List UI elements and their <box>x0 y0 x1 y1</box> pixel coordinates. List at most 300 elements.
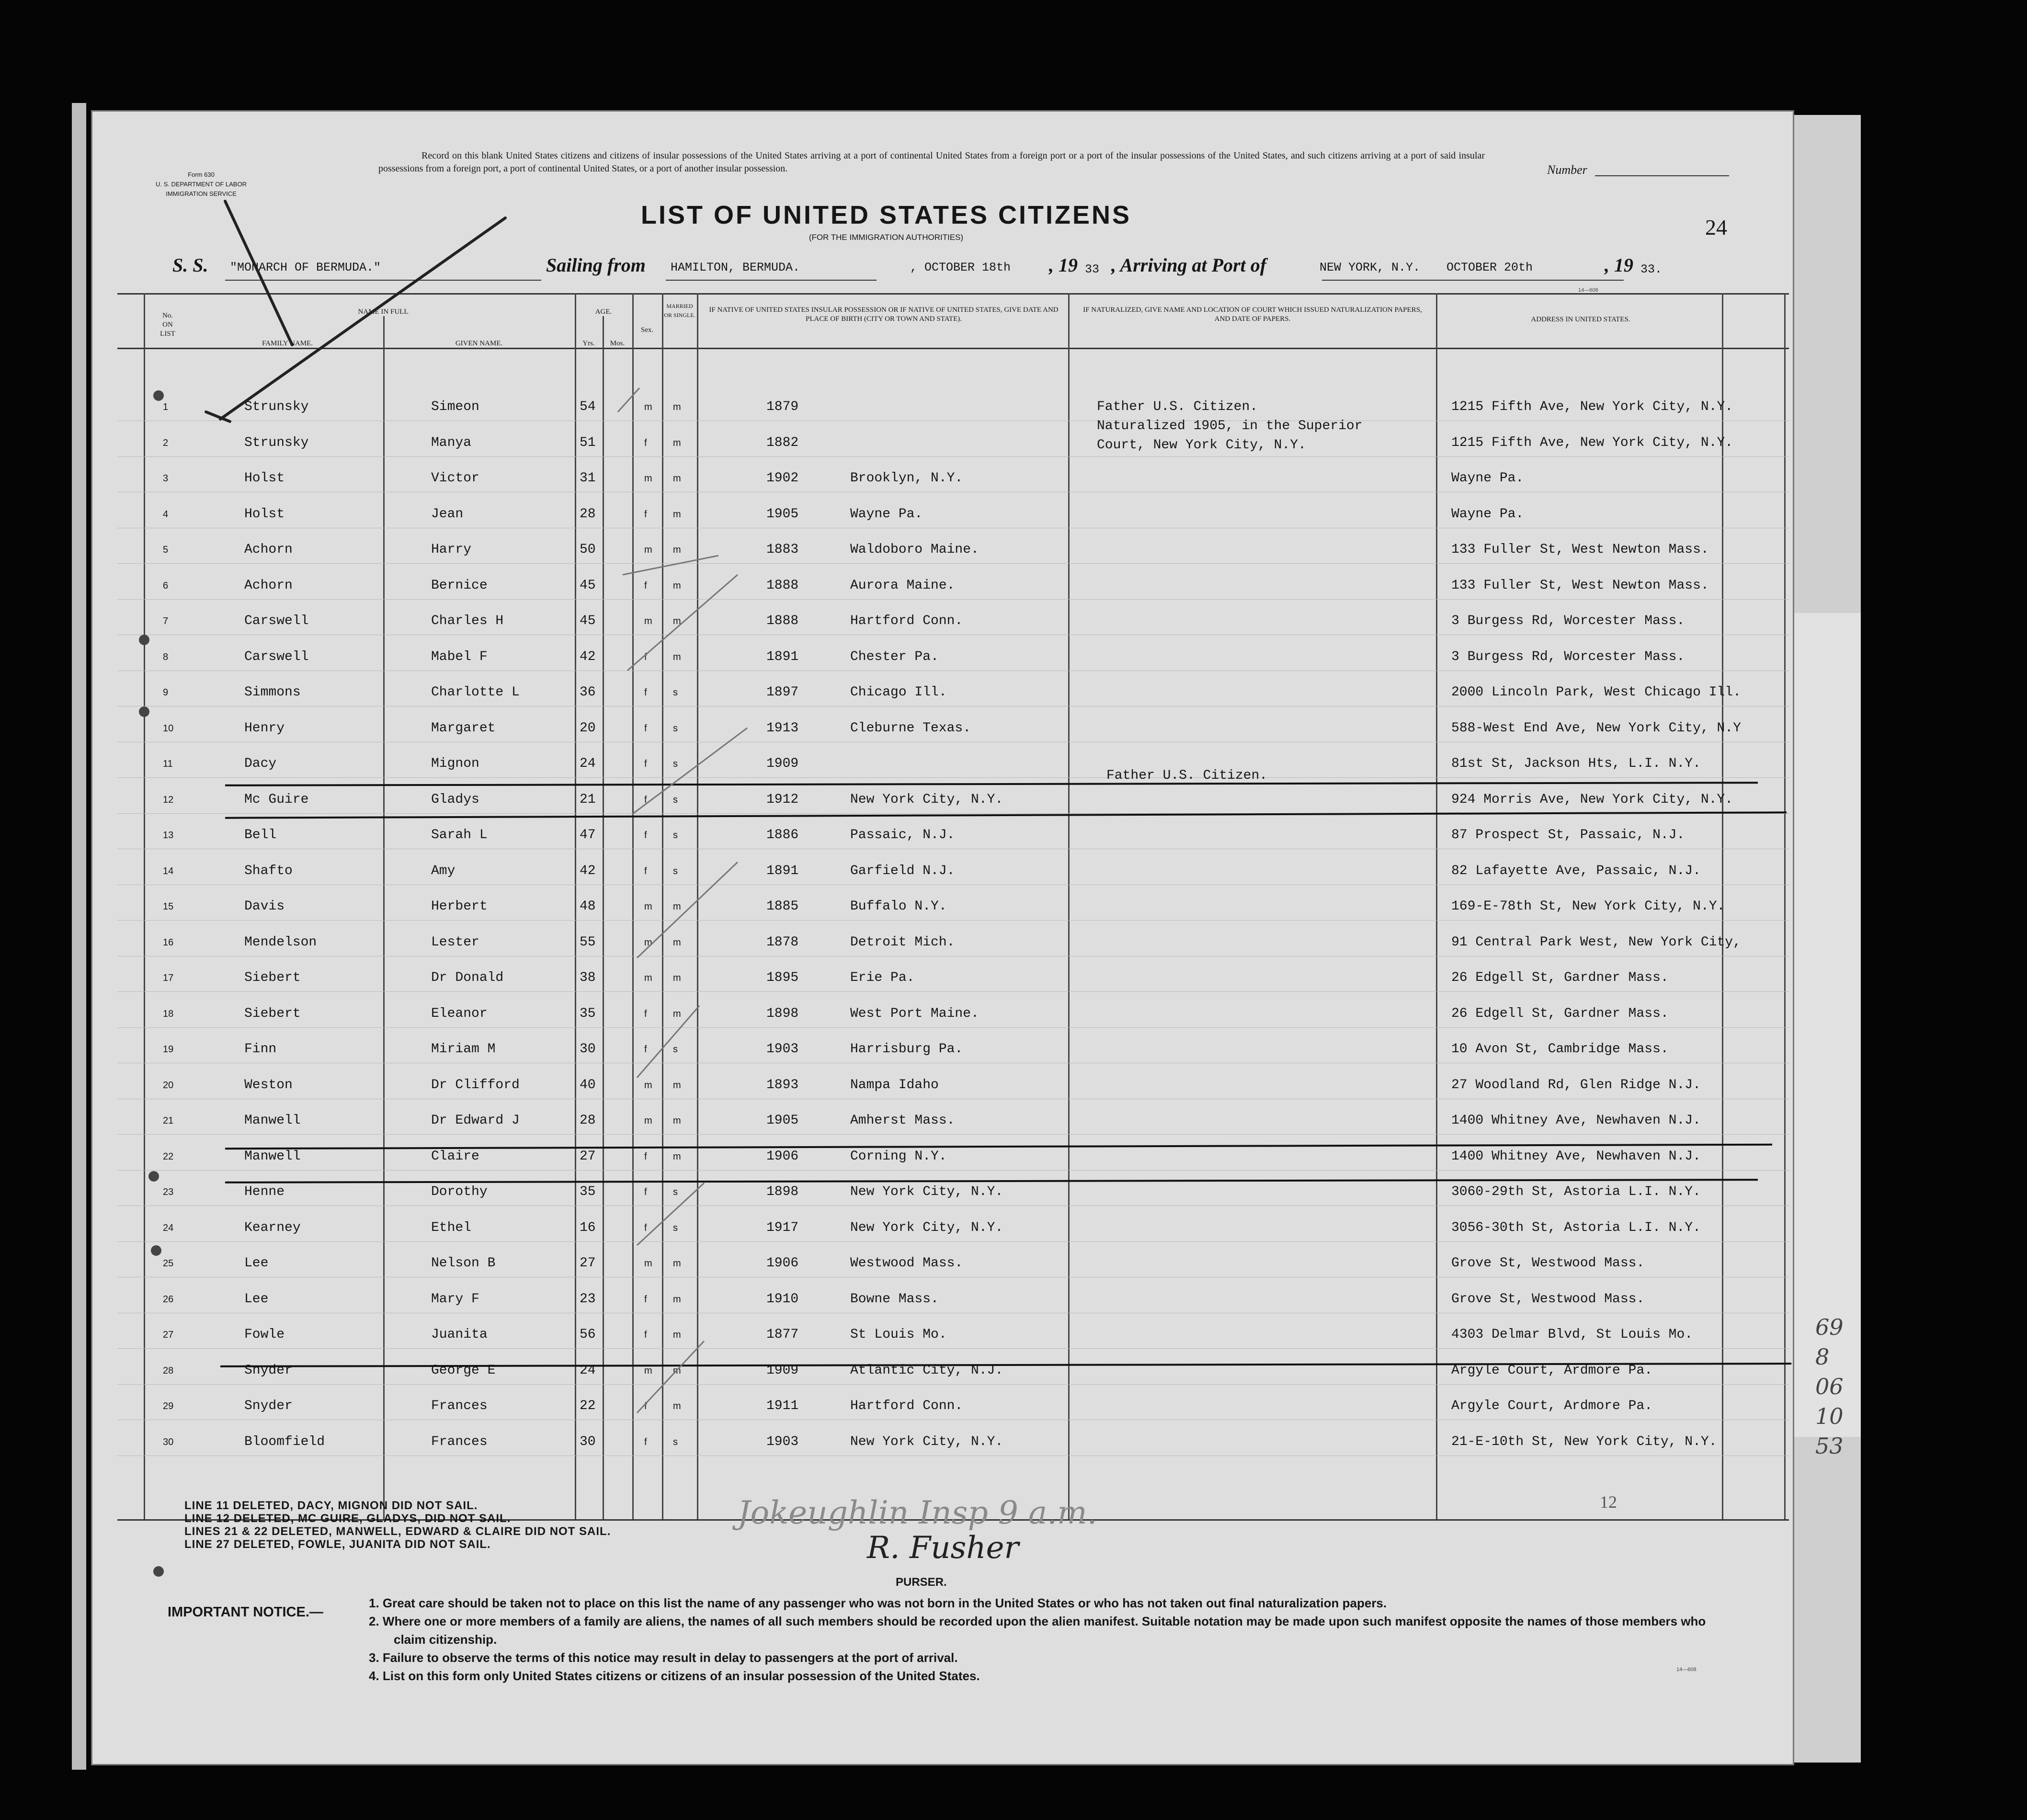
cell-sex: f <box>644 795 647 805</box>
cell-year: 1910 <box>766 1292 799 1307</box>
cell-address: 1400 Whitney Ave, Newhaven N.J. <box>1451 1149 1701 1164</box>
cell-ms: m <box>673 616 681 626</box>
edge-numbers <box>1815 1312 1844 1461</box>
binding-hole <box>148 1171 159 1182</box>
cell-ms: m <box>673 1258 681 1269</box>
court-note-1b: Naturalized 1905, in the Superior <box>1097 419 1363 433</box>
cell-year: 1911 <box>766 1399 799 1413</box>
cell-place: Erie Pa. <box>850 970 915 985</box>
cell-ms: m <box>673 901 681 912</box>
cell-sex: f <box>644 1294 647 1305</box>
cell-ms: s <box>673 759 678 769</box>
cell-no: 6 <box>163 580 169 591</box>
cell-place: St Louis Mo. <box>850 1327 947 1342</box>
cell-address: 2000 Lincoln Park, West Chicago Ill. <box>1451 685 1741 700</box>
cell-address: Argyle Court, Ardmore Pa. <box>1451 1363 1653 1378</box>
cell-family: Henry <box>244 721 285 736</box>
cell-given: Frances <box>431 1434 488 1449</box>
number-label: Number <box>1547 163 1587 177</box>
cell-given: Claire <box>431 1149 479 1164</box>
cell-family: Mc Guire <box>244 792 309 807</box>
cell-place: Bowne Mass. <box>850 1292 939 1307</box>
deletion-note: LINES 21 & 22 DELETED, MANWELL, EDWARD & CLAIRE DID NOT SAIL. <box>184 1525 611 1538</box>
cell-year: 1905 <box>766 1113 799 1128</box>
cell-family: Mendelson <box>244 935 317 950</box>
binding-hole <box>139 706 149 717</box>
sailing-label: Sailing from <box>546 254 646 276</box>
header-naturalized: IF NATURALIZED, GIVE NAME AND LOCATION OF COURT WHICH ISSUED NATURALIZATION PAPERS, AND DATE OF PAPERS. <box>1083 306 1422 323</box>
cell-age: 35 <box>580 1184 596 1199</box>
cell-given: Manya <box>431 435 472 450</box>
cell-no: 11 <box>163 759 173 769</box>
cell-ms: m <box>673 1115 681 1126</box>
cell-year: 1878 <box>766 935 799 950</box>
cell-no: 10 <box>163 723 174 734</box>
cell-place: Westwood Mass. <box>850 1256 963 1271</box>
cell-year: 1898 <box>766 1184 799 1199</box>
cell-no: 17 <box>163 973 174 983</box>
form-service: IMMIGRATION SERVICE <box>166 190 237 197</box>
cell-family: Holst <box>244 471 285 486</box>
form-instructions: Record on this blank United States citizens and citizens of insular possessions of the United States arriving at a port of continental United States from a foreign port or a port of the insular possessions of the United States, and such citizens arriving at a port of said insular possessions from a foreign port, a port of continental United States, or a port of another insular possession. <box>378 150 1485 174</box>
cell-year: 1903 <box>766 1042 799 1057</box>
cell-ms: m <box>673 1080 681 1091</box>
cell-given: Gladys <box>431 792 479 807</box>
cell-address: 133 Fuller St, West Newton Mass. <box>1451 542 1709 557</box>
cell-sex: f <box>644 1187 647 1197</box>
check-stroke-8 <box>637 1341 704 1413</box>
cell-place: New York City, N.Y. <box>850 1434 1003 1449</box>
cell-given: Dr Clifford <box>431 1078 520 1092</box>
cell-no: 22 <box>163 1151 174 1162</box>
purser-signature: R. Fusher <box>867 1530 1019 1566</box>
edge-number: 53 <box>1815 1433 1844 1459</box>
cell-family: Henne <box>244 1184 285 1199</box>
cell-place: Buffalo N.Y. <box>850 899 947 914</box>
cell-year: 1912 <box>766 792 799 807</box>
cell-address: Grove St, Westwood Mass. <box>1451 1292 1645 1307</box>
year-prefix-1: , 19 <box>1049 254 1078 276</box>
cell-no: 16 <box>163 937 174 948</box>
header-age: AGE. <box>595 308 612 316</box>
cell-family: Manwell <box>244 1149 301 1164</box>
cell-given: Herbert <box>431 899 488 914</box>
cell-year: 1906 <box>766 1256 799 1271</box>
check-stroke-4 <box>632 728 747 814</box>
page-number: 24 <box>1705 215 1727 239</box>
cell-given: Dorothy <box>431 1184 488 1199</box>
cell-ms: m <box>673 438 681 448</box>
cell-year: 1909 <box>766 1363 799 1378</box>
cell-ms: m <box>673 937 681 948</box>
cell-no: 1 <box>163 402 169 412</box>
cell-no: 24 <box>163 1223 174 1233</box>
cell-no: 29 <box>163 1401 174 1411</box>
cell-sex: f <box>644 438 647 448</box>
cell-ms: s <box>673 1187 678 1197</box>
cell-given: Mary F <box>431 1292 479 1307</box>
cell-sex: m <box>644 1258 652 1269</box>
cell-ms: m <box>673 1151 681 1162</box>
cell-family: Fowle <box>244 1327 285 1342</box>
deletion-note: LINE 11 DELETED, DACY, MIGNON DID NOT SAIL. <box>184 1499 478 1512</box>
header-no-on-list: No. ON LIST <box>160 312 175 338</box>
cell-no: 4 <box>163 509 169 520</box>
cell-year: 1879 <box>766 399 799 414</box>
cell-given: Bernice <box>431 578 488 593</box>
cell-sex: f <box>644 1151 647 1162</box>
cell-given: Mignon <box>431 756 479 771</box>
departure-year: 33 <box>1085 262 1100 276</box>
cell-given: Jean <box>431 507 464 522</box>
cell-sex: f <box>644 1009 647 1019</box>
page-title: LIST OF UNITED STATES CITIZENS <box>641 201 1131 229</box>
cell-given: Dr Edward J <box>431 1113 520 1128</box>
deletion-note: LINE 12 DELETED, MC GUIRE, GLADYS, DID NOT SAIL. <box>184 1512 511 1525</box>
cell-place: Garfield N.J. <box>850 864 955 878</box>
cell-given: George E <box>431 1363 496 1378</box>
cell-address: 3 Burgess Rd, Worcester Mass. <box>1451 614 1685 628</box>
cell-age: 38 <box>580 970 596 985</box>
cell-year: 1888 <box>766 614 799 628</box>
cell-year: 1917 <box>766 1220 799 1235</box>
cell-year: 1897 <box>766 685 799 700</box>
check-stroke-6 <box>637 1006 699 1078</box>
year-prefix-2: , 19 <box>1605 254 1633 276</box>
cell-sex: f <box>644 759 647 769</box>
edge-number: 69 <box>1815 1314 1844 1340</box>
cell-address: 87 Prospect St, Passaic, N.J. <box>1451 828 1685 842</box>
cell-ms: m <box>673 473 681 484</box>
cell-place: Harrisburg Pa. <box>850 1042 963 1057</box>
cell-year: 1902 <box>766 471 799 486</box>
cell-ms: s <box>673 687 678 698</box>
cell-family: Achorn <box>244 542 293 557</box>
cell-year: 1898 <box>766 1006 799 1021</box>
cell-year: 1891 <box>766 864 799 878</box>
cell-address: 10 Avon St, Cambridge Mass. <box>1451 1042 1669 1057</box>
cell-ms: m <box>673 652 681 662</box>
cell-no: 30 <box>163 1437 174 1447</box>
cell-age: 47 <box>580 828 596 842</box>
cell-place: Hartford Conn. <box>850 614 963 628</box>
cell-sex: m <box>644 901 652 912</box>
cell-sex: f <box>644 1330 647 1340</box>
cell-age: 16 <box>580 1220 596 1235</box>
cell-no: 7 <box>163 616 169 626</box>
arriving-label: , Arriving at Port of <box>1111 254 1267 276</box>
court-note-11: Father U.S. Citizen. <box>1106 768 1268 783</box>
cell-address: 1400 Whitney Ave, Newhaven N.J. <box>1451 1113 1701 1128</box>
edge-number: 8 <box>1815 1344 1830 1370</box>
cell-age: 45 <box>580 614 596 628</box>
cell-no: 8 <box>163 652 169 662</box>
header-given-name: GIVEN NAME. <box>455 340 503 347</box>
notice-item: 1. Great care should be taken not to place on this list the name of any passenger who was not born in the United States or who has not taken out final naturalization papers. <box>369 1596 1387 1610</box>
header-native: IF NATIVE OF UNITED STATES INSULAR POSSESSION OR IF NATIVE OF UNITED STATES, GIVE DATE AND PLACE OF BIRTH (CITY OR TOWN AND STATE). <box>709 306 1059 323</box>
cell-ms: s <box>673 866 678 876</box>
arrival-date: OCTOBER 20th <box>1446 261 1533 274</box>
cell-family: Snyder <box>244 1399 293 1413</box>
cell-age: 27 <box>580 1149 596 1164</box>
cell-ms: m <box>673 973 681 983</box>
check-stroke-1 <box>618 388 639 412</box>
binding-hole <box>139 635 149 645</box>
cell-family: Achorn <box>244 578 293 593</box>
cell-place: New York City, N.Y. <box>850 1184 1003 1199</box>
cell-place: Detroit Mich. <box>850 935 955 950</box>
cell-age: 24 <box>580 756 596 771</box>
edge-number: 06 <box>1815 1374 1844 1399</box>
tally-count: 12 <box>1600 1492 1617 1512</box>
cell-age: 54 <box>580 399 596 414</box>
header-yrs: Yrs. <box>582 340 595 347</box>
cell-ms: m <box>673 1401 681 1411</box>
notice-item: 2. Where one or more members of a family are aliens, the names of all such members should be recorded upon the alien manifest. Suitable notation may be made upon such manifest opposite the names of those members who claim citizenship. <box>369 1614 1706 1647</box>
cell-sex: m <box>644 937 652 948</box>
cell-given: Eleanor <box>431 1006 488 1021</box>
cell-address: 82 Lafayette Ave, Passaic, N.J. <box>1451 864 1701 878</box>
cell-sex: m <box>644 1115 652 1126</box>
notice-item: 4. List on this form only United States citizens or citizens of an insular possession of the United States. <box>369 1669 980 1683</box>
cell-family: Snyder <box>244 1363 293 1378</box>
cell-age: 35 <box>580 1006 596 1021</box>
cell-family: Carswell <box>244 649 309 664</box>
cell-address: 21-E-10th St, New York City, N.Y. <box>1451 1434 1717 1449</box>
cell-given: Amy <box>431 864 456 878</box>
cell-no: 5 <box>163 545 169 555</box>
binding-hole <box>153 1566 164 1577</box>
cell-family: Manwell <box>244 1113 301 1128</box>
cell-place: Waldoboro Maine. <box>850 542 979 557</box>
cancel-slash <box>220 218 505 419</box>
cell-sex: f <box>644 1401 647 1411</box>
cell-sex: f <box>644 580 647 591</box>
cell-address: 81st St, Jackson Hts, L.I. N.Y. <box>1451 756 1701 771</box>
cell-place: Amherst Mass. <box>850 1113 955 1128</box>
cell-place: Passaic, N.J. <box>850 828 955 842</box>
cell-sex: m <box>644 1365 652 1376</box>
cell-age: 27 <box>580 1256 596 1271</box>
cell-family: Finn <box>244 1042 277 1057</box>
cell-year: 1883 <box>766 542 799 557</box>
cell-sex: f <box>644 723 647 734</box>
cell-address: Argyle Court, Ardmore Pa. <box>1451 1399 1653 1413</box>
cell-given: Sarah L <box>431 828 488 842</box>
cell-no: 28 <box>163 1365 174 1376</box>
cell-year: 1903 <box>766 1434 799 1449</box>
cell-age: 31 <box>580 471 596 486</box>
header-family-name: FAMILY NAME. <box>262 340 313 347</box>
cell-sex: f <box>644 866 647 876</box>
cell-age: 36 <box>580 685 596 700</box>
cell-year: 1909 <box>766 756 799 771</box>
cell-no: 23 <box>163 1187 174 1197</box>
cell-address: 3060-29th St, Astoria L.I. N.Y. <box>1451 1184 1701 1199</box>
cell-family: Strunsky <box>244 399 309 414</box>
notice-heading: IMPORTANT NOTICE.— <box>168 1604 323 1620</box>
form-department: U. S. DEPARTMENT OF LABOR <box>156 181 247 188</box>
cell-address: 169-E-78th St, New York City, N.Y. <box>1451 899 1725 914</box>
cell-age: 30 <box>580 1434 596 1449</box>
cell-place: Hartford Conn. <box>850 1399 963 1413</box>
cell-ms: s <box>673 1223 678 1233</box>
cell-no: 19 <box>163 1044 174 1055</box>
cell-address: 26 Edgell St, Gardner Mass. <box>1451 1006 1669 1021</box>
cell-address: 3056-30th St, Astoria L.I. N.Y. <box>1451 1220 1701 1235</box>
cell-age: 50 <box>580 542 596 557</box>
cell-given: Simeon <box>431 399 479 414</box>
cell-family: Weston <box>244 1078 293 1092</box>
cell-age: 55 <box>580 935 596 950</box>
cell-no: 26 <box>163 1294 174 1305</box>
cell-ms: s <box>673 1044 678 1055</box>
cell-sex: m <box>644 616 652 626</box>
cell-place: New York City, N.Y. <box>850 1220 1003 1235</box>
cell-ms: m <box>673 1365 681 1376</box>
cell-year: 1885 <box>766 899 799 914</box>
cell-age: 51 <box>580 435 596 450</box>
cell-given: Charlotte L <box>431 685 520 700</box>
cell-address: 27 Woodland Rd, Glen Ridge N.J. <box>1451 1078 1701 1092</box>
cell-ms: s <box>673 830 678 841</box>
edge-number: 10 <box>1815 1403 1844 1429</box>
cell-sex: f <box>644 687 647 698</box>
cell-family: Dacy <box>244 756 277 771</box>
cell-place: West Port Maine. <box>850 1006 979 1021</box>
cell-given: Juanita <box>431 1327 488 1342</box>
cell-place: Atlantic City, N.J. <box>850 1363 1003 1378</box>
print-code-bottom: 14—608 <box>1676 1667 1697 1672</box>
cell-family: Holst <box>244 507 285 522</box>
cell-no: 9 <box>163 687 169 698</box>
cell-address: 26 Edgell St, Gardner Mass. <box>1451 970 1669 985</box>
header-address: ADDRESS IN UNITED STATES. <box>1531 316 1630 323</box>
cell-age: 56 <box>580 1327 596 1342</box>
cell-address: 1215 Fifth Ave, New York City, N.Y. <box>1451 435 1733 450</box>
cell-place: Aurora Maine. <box>850 578 955 593</box>
cell-age: 22 <box>580 1399 596 1413</box>
cell-address: Grove St, Westwood Mass. <box>1451 1256 1645 1271</box>
cell-age: 30 <box>580 1042 596 1057</box>
cell-ms: m <box>673 509 681 520</box>
cell-given: Miriam M <box>431 1042 496 1057</box>
cell-address: Wayne Pa. <box>1451 471 1524 486</box>
ship-name: "MONARCH OF BERMUDA." <box>230 261 381 274</box>
print-code-top: 14—608 <box>1578 287 1598 293</box>
cell-place: Chicago Ill. <box>850 685 947 700</box>
cell-family: Lee <box>244 1256 269 1271</box>
cell-given: Dr Donald <box>431 970 504 985</box>
cell-given: Mabel F <box>431 649 488 664</box>
cell-no: 21 <box>163 1115 174 1126</box>
cell-family: Bell <box>244 828 277 842</box>
cell-given: Lester <box>431 935 479 950</box>
cell-age: 21 <box>580 792 596 807</box>
cell-family: Lee <box>244 1292 269 1307</box>
cell-given: Harry <box>431 542 472 557</box>
cell-age: 42 <box>580 864 596 878</box>
form-number: Form 630 <box>188 171 215 178</box>
binding-hole <box>151 1245 161 1256</box>
arrival-port: NEW YORK, N.Y. <box>1320 261 1421 274</box>
cell-age: 45 <box>580 578 596 593</box>
cell-year: 1888 <box>766 578 799 593</box>
cell-sex: f <box>644 830 647 841</box>
cell-address: Wayne Pa. <box>1451 507 1524 522</box>
cell-ms: m <box>673 402 681 412</box>
cell-year: 1882 <box>766 435 799 450</box>
check-stroke-7 <box>637 1183 704 1245</box>
cell-given: Charles H <box>431 614 504 628</box>
cell-sex: f <box>644 1223 647 1233</box>
cell-place: Cleburne Texas. <box>850 721 971 736</box>
cell-address: 1215 Fifth Ave, New York City, N.Y. <box>1451 399 1733 414</box>
departure-port: HAMILTON, BERMUDA. <box>671 261 800 274</box>
cell-age: 24 <box>580 1363 596 1378</box>
cell-ms: m <box>673 1009 681 1019</box>
check-stroke-2 <box>623 556 718 575</box>
cell-year: 1877 <box>766 1327 799 1342</box>
cell-no: 15 <box>163 901 174 912</box>
cell-sex: m <box>644 1080 652 1091</box>
cell-sex: f <box>644 652 647 662</box>
cell-ms: s <box>673 1437 678 1447</box>
cell-place: New York City, N.Y. <box>850 792 1003 807</box>
cell-given: Victor <box>431 471 479 486</box>
check-stroke-3 <box>627 575 738 671</box>
cell-family: Siebert <box>244 1006 301 1021</box>
cell-family: Carswell <box>244 614 309 628</box>
cell-sex: f <box>644 509 647 520</box>
page-subtitle: (FOR THE IMMIGRATION AUTHORITIES) <box>809 233 964 242</box>
cell-ms: m <box>673 545 681 555</box>
cell-year: 1913 <box>766 721 799 736</box>
cell-given: Frances <box>431 1399 488 1413</box>
check-stroke-5 <box>637 862 738 958</box>
cell-ms: m <box>673 1294 681 1305</box>
cell-family: Davis <box>244 899 285 914</box>
cell-family: Bloomfield <box>244 1434 325 1449</box>
cell-place: Nampa Idaho <box>850 1078 939 1092</box>
cell-address: 91 Central Park West, New York City, <box>1451 935 1741 950</box>
cell-ms: m <box>673 580 681 591</box>
cell-family: Kearney <box>244 1220 301 1235</box>
header-name-in-full: NAME IN FULL <box>358 308 409 316</box>
cell-address: 3 Burgess Rd, Worcester Mass. <box>1451 649 1685 664</box>
cell-age: 40 <box>580 1078 596 1092</box>
cell-year: 1905 <box>766 507 799 522</box>
cancel-loop <box>225 201 292 345</box>
notice-item: 3. Failure to observe the terms of this notice may result in delay to passengers at the port of arrival. <box>369 1650 958 1665</box>
cell-sex: m <box>644 973 652 983</box>
cell-sex: m <box>644 545 652 555</box>
purser-label: PURSER. <box>896 1576 947 1589</box>
cell-age: 23 <box>580 1292 596 1307</box>
cell-sex: f <box>644 1044 647 1055</box>
cell-address: 133 Fuller St, West Newton Mass. <box>1451 578 1709 593</box>
cell-no: 13 <box>163 830 174 841</box>
header-mos: Mos. <box>610 340 625 347</box>
cell-address: 4303 Delmar Blvd, St Louis Mo. <box>1451 1327 1693 1342</box>
cell-no: 3 <box>163 473 169 484</box>
cell-ms: m <box>673 1330 681 1340</box>
cell-no: 20 <box>163 1080 174 1091</box>
cell-year: 1891 <box>766 649 799 664</box>
cell-sex: f <box>644 1437 647 1447</box>
cell-age: 42 <box>580 649 596 664</box>
binding-hole <box>153 390 164 401</box>
